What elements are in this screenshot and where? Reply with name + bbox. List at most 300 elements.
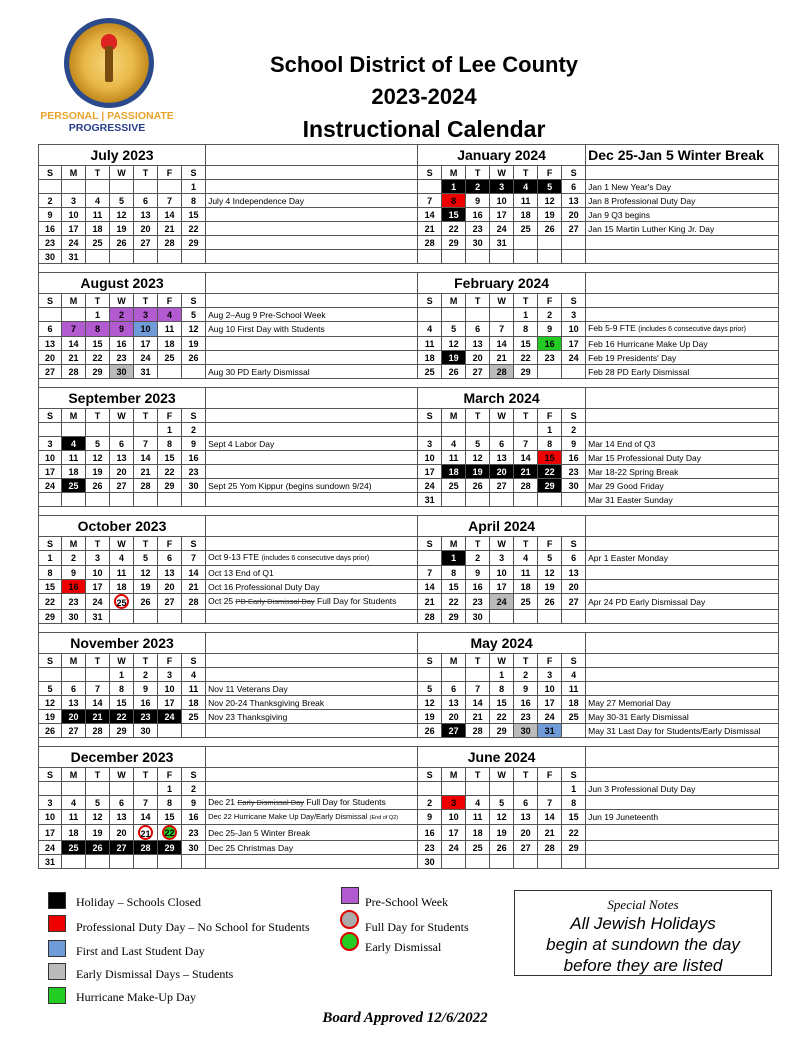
event-note: Mar 15 Professional Duty Day (586, 451, 779, 465)
day-cell: 23 (514, 710, 538, 724)
weekday-header: T (514, 294, 538, 308)
weekday-header: W (490, 537, 514, 551)
weekday-header: M (62, 654, 86, 668)
day-cell: 17 (490, 208, 514, 222)
day-cell: 15 (442, 208, 466, 222)
day-cell: 7 (466, 682, 490, 696)
day-cell: 8 (490, 682, 514, 696)
day-cell: 23 (39, 236, 62, 250)
day-cell: 21 (490, 351, 514, 365)
day-cell: 13 (134, 208, 158, 222)
day-cell: 9 (134, 682, 158, 696)
weekday-header: M (442, 654, 466, 668)
day-cell: 24 (134, 351, 158, 365)
weekday-header: T (86, 768, 110, 782)
day-cell: 1 (158, 782, 182, 796)
weekday-header: W (490, 294, 514, 308)
day-cell: 14 (182, 566, 206, 580)
day-cell: 13 (442, 696, 466, 710)
day-cell: 9 (39, 208, 62, 222)
day-cell: 22 (562, 825, 586, 841)
day-cell: 6 (490, 437, 514, 451)
day-cell: 30 (466, 236, 490, 250)
month-title: September 2023 (39, 388, 206, 409)
weekday-header: S (39, 537, 62, 551)
day-cell: 9 (538, 322, 562, 337)
day-cell: 27 (466, 365, 490, 379)
day-cell: 4 (62, 796, 86, 810)
weekday-header: F (158, 294, 182, 308)
day-cell: 17 (39, 825, 62, 841)
day-cell: 23 (62, 594, 86, 610)
weekday-header: T (86, 654, 110, 668)
weekday-header: W (110, 768, 134, 782)
day-cell: 20 (466, 351, 490, 365)
event-note: Dec 25 Christmas Day (206, 841, 418, 855)
weekday-header: T (86, 294, 110, 308)
day-cell: 18 (514, 208, 538, 222)
day-cell: 10 (86, 566, 110, 580)
weekday-header: S (562, 654, 586, 668)
day-cell: 10 (158, 682, 182, 696)
day-cell: 14 (490, 337, 514, 351)
event-note: Nov 23 Thanksgiving (206, 710, 418, 724)
day-cell: 17 (134, 337, 158, 351)
day-cell: 4 (418, 322, 442, 337)
day-cell: 28 (514, 479, 538, 493)
weekday-header: T (514, 409, 538, 423)
page-subtitle: Instructional Calendar (302, 116, 546, 142)
day-cell: 14 (514, 451, 538, 465)
special-notes-line2: begin at sundown the day (546, 935, 740, 954)
weekday-header: T (134, 409, 158, 423)
day-cell: 11 (110, 566, 134, 580)
day-cell: 4 (182, 668, 206, 682)
event-note: July 4 Independence Day (206, 194, 418, 208)
day-cell: 21 (418, 222, 442, 236)
weekday-header: T (134, 294, 158, 308)
legend-early-dismissal-label: Early Dismissal (365, 940, 442, 954)
day-cell: 13 (562, 194, 586, 208)
day-cell: 19 (86, 465, 110, 479)
event-note: Feb 28 PD Early Dismissal (586, 365, 779, 379)
day-cell: 19 (418, 710, 442, 724)
day-cell: 21 (62, 351, 86, 365)
day-cell: 25 (514, 222, 538, 236)
day-cell: 3 (86, 551, 110, 566)
weekday-header: W (110, 166, 134, 180)
event-note: Nov 11 Veterans Day (206, 682, 418, 696)
day-cell: 20 (158, 580, 182, 594)
day-cell: 22 (490, 710, 514, 724)
day-cell: 14 (418, 208, 442, 222)
day-cell: 5 (490, 796, 514, 810)
day-cell: 1 (39, 551, 62, 566)
day-cell: 6 (442, 682, 466, 696)
day-cell: 2 (514, 668, 538, 682)
day-cell: 7 (158, 194, 182, 208)
day-cell: 17 (39, 465, 62, 479)
day-cell: 28 (182, 594, 206, 610)
day-cell: 20 (490, 465, 514, 479)
month-header-note: Dec 25-Jan 5 Winter Break (586, 145, 779, 166)
day-cell: 24 (538, 710, 562, 724)
day-cell: 25 (418, 365, 442, 379)
day-cell: 26 (86, 479, 110, 493)
day-cell: 7 (418, 566, 442, 580)
day-cell: 29 (442, 610, 466, 624)
day-cell: 1 (514, 308, 538, 322)
event-note: Jun 19 Juneteenth (586, 810, 779, 825)
event-note: Jan 8 Professional Duty Day (586, 194, 779, 208)
event-note: Aug 2–Aug 9 Pre-School Week (206, 308, 418, 322)
day-cell: 26 (110, 236, 134, 250)
day-cell: 18 (86, 222, 110, 236)
day-cell: 6 (514, 796, 538, 810)
day-cell: 5 (442, 322, 466, 337)
day-cell: 18 (514, 580, 538, 594)
day-cell: 2 (538, 308, 562, 322)
day-cell: 20 (562, 580, 586, 594)
day-cell: 24 (158, 710, 182, 724)
weekday-header: M (62, 409, 86, 423)
day-cell: 31 (39, 855, 62, 869)
day-cell: 28 (86, 724, 110, 738)
day-cell: 23 (110, 351, 134, 365)
day-cell: 30 (110, 365, 134, 379)
day-cell: 4 (442, 437, 466, 451)
day-cell: 23 (182, 825, 206, 841)
legend-holiday-label: Holiday – Schools Closed (76, 895, 201, 909)
day-cell: 15 (182, 208, 206, 222)
day-cell: 18 (110, 580, 134, 594)
legend-first-last-swatch (48, 940, 66, 957)
day-cell: 9 (562, 437, 586, 451)
day-cell: 16 (466, 208, 490, 222)
day-cell: 12 (418, 696, 442, 710)
day-cell: 26 (39, 724, 62, 738)
day-cell: 20 (39, 351, 62, 365)
day-cell: 30 (182, 479, 206, 493)
day-cell: 9 (514, 682, 538, 696)
day-cell: 23 (418, 841, 442, 855)
day-cell: 4 (110, 551, 134, 566)
weekday-header: M (62, 768, 86, 782)
month-title: June 2024 (418, 747, 586, 768)
day-cell: 12 (490, 810, 514, 825)
day-cell: 5 (182, 308, 206, 322)
day-cell: 8 (158, 437, 182, 451)
day-cell: 9 (62, 566, 86, 580)
day-cell: 1 (86, 308, 110, 322)
day-cell: 23 (182, 465, 206, 479)
early-dismissal-ring-marker: 22 (162, 825, 177, 840)
weekday-header: S (562, 537, 586, 551)
day-cell: 17 (538, 696, 562, 710)
day-cell: 18 (182, 696, 206, 710)
weekday-header: T (514, 537, 538, 551)
day-cell: 12 (110, 208, 134, 222)
day-cell: 22 (39, 594, 62, 610)
day-cell: 27 (562, 222, 586, 236)
month-title: December 2023 (39, 747, 206, 768)
event-note: Mar 14 End of Q3 (586, 437, 779, 451)
weekday-header: S (39, 409, 62, 423)
day-cell: 27 (134, 236, 158, 250)
day-cell: 22 (538, 465, 562, 479)
day-cell: 28 (158, 236, 182, 250)
weekday-header: F (158, 768, 182, 782)
full-day-ring-marker: 25 (114, 594, 129, 609)
day-cell: 13 (514, 810, 538, 825)
day-cell: 9 (466, 566, 490, 580)
day-cell: 19 (538, 208, 562, 222)
weekday-header: F (538, 294, 562, 308)
day-cell: 10 (134, 322, 158, 337)
day-cell: 15 (39, 580, 62, 594)
day-cell: 24 (562, 351, 586, 365)
day-cell: 28 (418, 236, 442, 250)
day-cell: 30 (134, 724, 158, 738)
day-cell: 16 (182, 810, 206, 825)
weekday-header: S (418, 537, 442, 551)
day-cell: 12 (442, 337, 466, 351)
day-cell: 2 (466, 180, 490, 194)
day-cell: 24 (86, 594, 110, 610)
day-cell: 14 (418, 580, 442, 594)
day-cell: 12 (39, 696, 62, 710)
day-cell: 5 (39, 682, 62, 696)
weekday-header: T (514, 654, 538, 668)
event-note: Jan 9 Q3 begins (586, 208, 779, 222)
event-note: Feb 16 Hurricane Make Up Day (586, 337, 779, 351)
day-cell: 12 (134, 566, 158, 580)
weekday-header: W (490, 166, 514, 180)
legend-first-last-label: First and Last Student Day (76, 944, 205, 958)
day-cell: 9 (182, 796, 206, 810)
special-notes-line3: before they are listed (563, 956, 723, 975)
weekday-header: M (442, 768, 466, 782)
day-cell: 8 (39, 566, 62, 580)
weekday-header: T (134, 768, 158, 782)
day-cell: 8 (562, 796, 586, 810)
day-cell: 16 (134, 696, 158, 710)
day-cell: 8 (182, 194, 206, 208)
day-cell: 4 (514, 180, 538, 194)
day-cell: 30 (62, 610, 86, 624)
day-cell: 21 (418, 594, 442, 610)
event-note: Oct 13 End of Q1 (206, 566, 418, 580)
day-cell: 5 (86, 796, 110, 810)
legend-full-day-ring-icon (340, 910, 359, 929)
day-cell: 16 (182, 451, 206, 465)
day-cell: 1 (110, 668, 134, 682)
day-cell: 22 (442, 222, 466, 236)
day-cell: 27 (562, 594, 586, 610)
weekday-header: S (562, 294, 586, 308)
day-cell: 23 (562, 465, 586, 479)
event-note: Feb 5-9 FTE (includes 6 consecutive days prior) (586, 322, 779, 337)
weekday-header: F (158, 166, 182, 180)
day-cell: 3 (39, 437, 62, 451)
weekday-header: W (110, 409, 134, 423)
day-cell: 7 (182, 551, 206, 566)
legend-hurricane-label: Hurricane Make-Up Day (76, 990, 196, 1004)
weekday-header: S (39, 294, 62, 308)
day-cell: 2 (182, 423, 206, 437)
day-cell: 3 (442, 796, 466, 810)
event-note: Mar 18-22 Spring Break (586, 465, 779, 479)
day-cell: 6 (134, 194, 158, 208)
month-title: August 2023 (39, 273, 206, 294)
weekday-header: T (466, 537, 490, 551)
day-cell: 25 (86, 236, 110, 250)
day-cell: 13 (158, 566, 182, 580)
day-cell: 17 (62, 222, 86, 236)
day-cell: 3 (538, 668, 562, 682)
day-cell: 11 (562, 682, 586, 696)
day-cell: 7 (418, 194, 442, 208)
day-cell: 15 (86, 337, 110, 351)
day-cell: 29 (514, 365, 538, 379)
event-note: Jun 3 Professional Duty Day (586, 782, 779, 796)
day-cell: 9 (110, 322, 134, 337)
day-cell: 16 (466, 580, 490, 594)
day-cell: 7 (538, 796, 562, 810)
weekday-header: T (134, 654, 158, 668)
day-cell: 7 (62, 322, 86, 337)
day-cell: 26 (466, 479, 490, 493)
legend-hurricane-swatch (48, 987, 66, 1004)
weekday-header: T (514, 166, 538, 180)
legend-professional-swatch (48, 915, 66, 932)
day-cell: 24 (442, 841, 466, 855)
day-cell: 5 (538, 551, 562, 566)
day-cell: 18 (418, 351, 442, 365)
day-cell: 26 (538, 222, 562, 236)
day-cell: 9 (182, 437, 206, 451)
day-cell: 29 (158, 841, 182, 855)
day-cell: 28 (538, 841, 562, 855)
weekday-header: F (538, 409, 562, 423)
day-cell: 30 (418, 855, 442, 869)
day-cell: 24 (490, 594, 514, 610)
day-cell: 21 (134, 465, 158, 479)
day-cell: 26 (490, 841, 514, 855)
day-cell: 31 (134, 365, 158, 379)
weekday-header: S (182, 654, 206, 668)
weekday-header: S (418, 654, 442, 668)
day-cell: 20 (110, 465, 134, 479)
day-cell: 27 (62, 724, 86, 738)
weekday-header: T (466, 294, 490, 308)
legend-professional-label: Professional Duty Day – No School for Students (76, 920, 310, 934)
day-cell: 1 (158, 423, 182, 437)
day-cell: 3 (62, 194, 86, 208)
weekday-header: F (538, 654, 562, 668)
day-cell: 31 (490, 236, 514, 250)
weekday-header: S (182, 166, 206, 180)
legend-early-label: Early Dismissal Days – Students (76, 967, 234, 981)
day-cell: 15 (158, 451, 182, 465)
day-cell: 2 (62, 551, 86, 566)
day-cell: 31 (62, 250, 86, 264)
day-cell: 6 (158, 551, 182, 566)
day-cell: 29 (562, 841, 586, 855)
event-note: May 27 Memorial Day (586, 696, 779, 710)
day-cell: 15 (490, 696, 514, 710)
day-cell: 2 (418, 796, 442, 810)
event-note: Oct 25 PD Early Dismissal Day Full Day for Students (206, 594, 418, 610)
day-cell: 10 (490, 194, 514, 208)
day-cell: 4 (562, 668, 586, 682)
day-cell: 15 (158, 810, 182, 825)
day-cell: 30 (466, 610, 490, 624)
day-cell: 11 (514, 566, 538, 580)
month-title: July 2023 (39, 145, 206, 166)
day-cell: 15 (110, 696, 134, 710)
day-cell: 7 (86, 682, 110, 696)
page-title: School District of Lee County (269, 52, 579, 77)
day-cell: 21 (158, 222, 182, 236)
month-title: April 2024 (418, 516, 586, 537)
day-cell: 17 (442, 825, 466, 841)
day-cell: 1 (182, 180, 206, 194)
day-cell: 27 (514, 841, 538, 855)
day-cell: 13 (562, 566, 586, 580)
day-cell: 28 (134, 841, 158, 855)
day-cell: 22 (86, 351, 110, 365)
weekday-header: M (442, 409, 466, 423)
day-cell: 6 (466, 322, 490, 337)
board-approved-text: Board Approved 12/6/2022 (322, 1010, 488, 1026)
day-cell: 3 (134, 308, 158, 322)
legend-early-dismissal-ring-icon (340, 932, 359, 951)
weekday-header: S (562, 166, 586, 180)
day-cell: 23 (466, 222, 490, 236)
day-cell: 28 (134, 479, 158, 493)
day-cell: 8 (514, 322, 538, 337)
event-note: Jan 1 New Year's Day (586, 180, 779, 194)
day-cell: 4 (62, 437, 86, 451)
weekday-header: T (134, 166, 158, 180)
day-cell: 4 (86, 194, 110, 208)
legend-full-day-label: Full Day for Students (365, 920, 469, 934)
day-cell: 26 (182, 351, 206, 365)
day-cell: 25 (442, 479, 466, 493)
weekday-header: F (158, 409, 182, 423)
day-cell: 13 (110, 451, 134, 465)
day-cell: 10 (418, 451, 442, 465)
weekday-header: T (466, 166, 490, 180)
day-cell: 16 (538, 337, 562, 351)
day-cell: 20 (442, 710, 466, 724)
day-cell: 23 (466, 594, 490, 610)
day-cell: 8 (538, 437, 562, 451)
day-cell: 17 (158, 696, 182, 710)
day-cell: 17 (490, 580, 514, 594)
day-cell: 14 (538, 810, 562, 825)
day-cell: 16 (39, 222, 62, 236)
day-cell: 27 (490, 479, 514, 493)
month-title: January 2024 (418, 145, 586, 166)
day-cell: 5 (86, 437, 110, 451)
day-cell: 25 (182, 710, 206, 724)
day-cell: 10 (39, 451, 62, 465)
day-cell: 8 (158, 796, 182, 810)
event-note: Feb 19 Presidents' Day (586, 351, 779, 365)
day-cell: 2 (134, 668, 158, 682)
